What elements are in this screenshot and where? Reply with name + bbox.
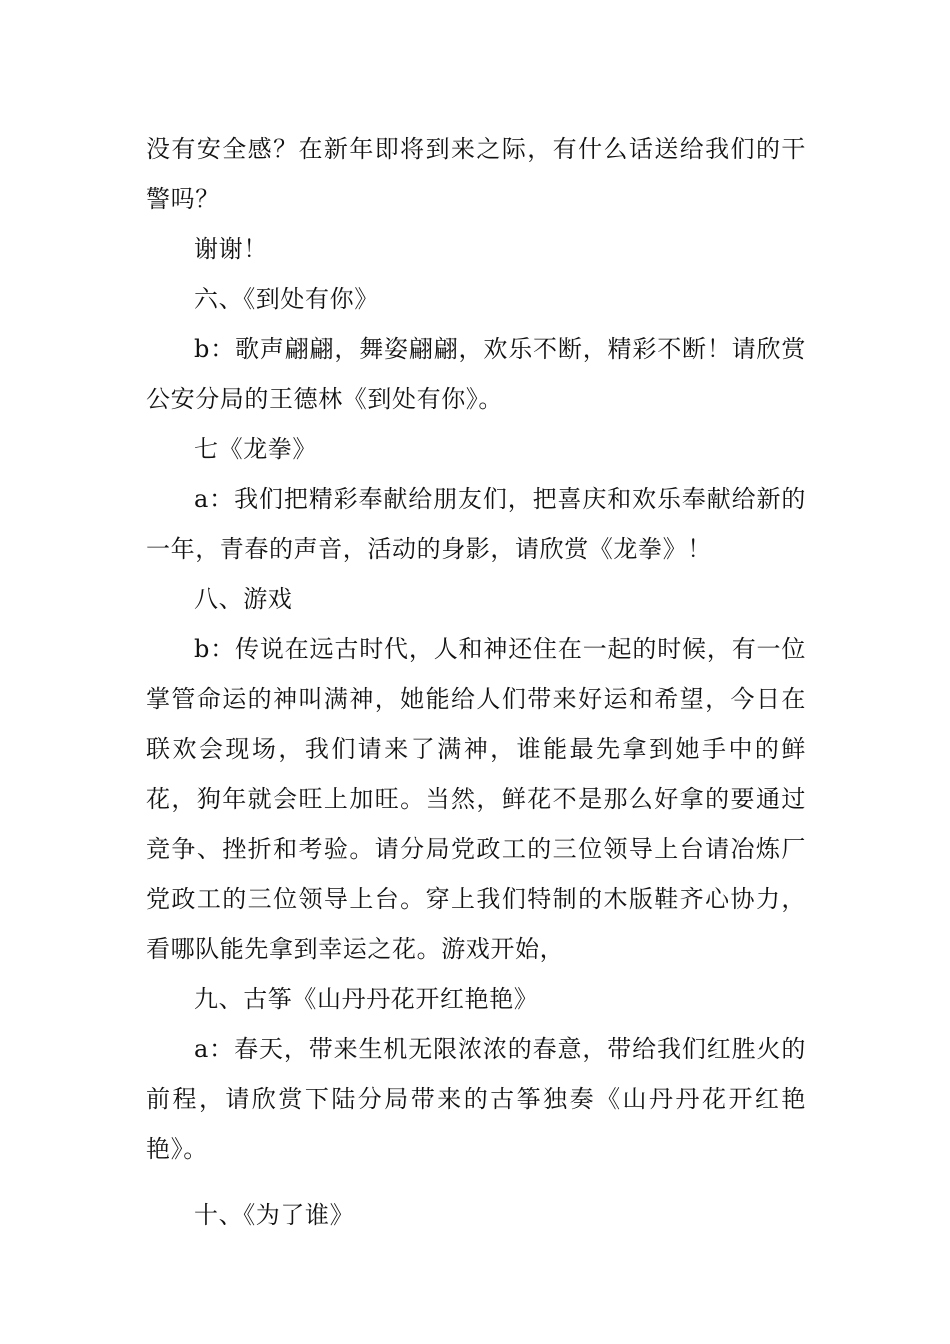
section-heading-seven: 七《龙拳》 (194, 435, 317, 463)
paragraph-thanks: 谢谢！ (194, 235, 268, 263)
paragraph-continuation: 没有安全感？在新年即将到来之际，有什么话送给我们的干警吗？ (146, 135, 806, 213)
section-heading-six: 六、《到处有你》 (194, 285, 379, 313)
paragraph-a-guzheng: a：春天，带来生机无限浓浓的春意，带给我们红胜火的前程，请欣赏下陆分局带来的古筝独奏《山丹丹花开红艳艳》。 (146, 1035, 806, 1163)
paragraph-a-intro-longquan: a：我们把精彩奉献给朋友们，把喜庆和欢乐奉献给新的一年，青春的声音，活动的身影，请欣赏《龙拳》！ (146, 485, 806, 563)
document-page (146, 124, 806, 1240)
section-heading-nine: 九、古筝《山丹丹花开红艳艳》 (194, 985, 539, 1013)
paragraph-b-game: b：传说在远古时代，人和神还住在一起的时候，有一位掌管命运的神叫满神，她能给人们带来好运和希望，今日在联欢会现场，我们请来了满神，谁能最先拿到她手中的鲜花，狗年就会旺上加旺。当然，鲜花不是那么好拿的要通过竞争、挫折和考验。请分局党政工的三位领导上台请冶炼厂党政工的三位领导上台。穿上我们特制的木版鞋齐心协力，看哪队能先拿到幸运之花。游戏开始， (146, 635, 806, 963)
paragraph-b-intro-song: b：歌声翩翩，舞姿翩翩，欢乐不断，精彩不断！请欣赏公安分局的王德林《到处有你》。 (146, 335, 806, 413)
section-heading-ten: 十、《为了谁》 (194, 1201, 355, 1229)
section-heading-eight: 八、游戏 (194, 585, 293, 613)
